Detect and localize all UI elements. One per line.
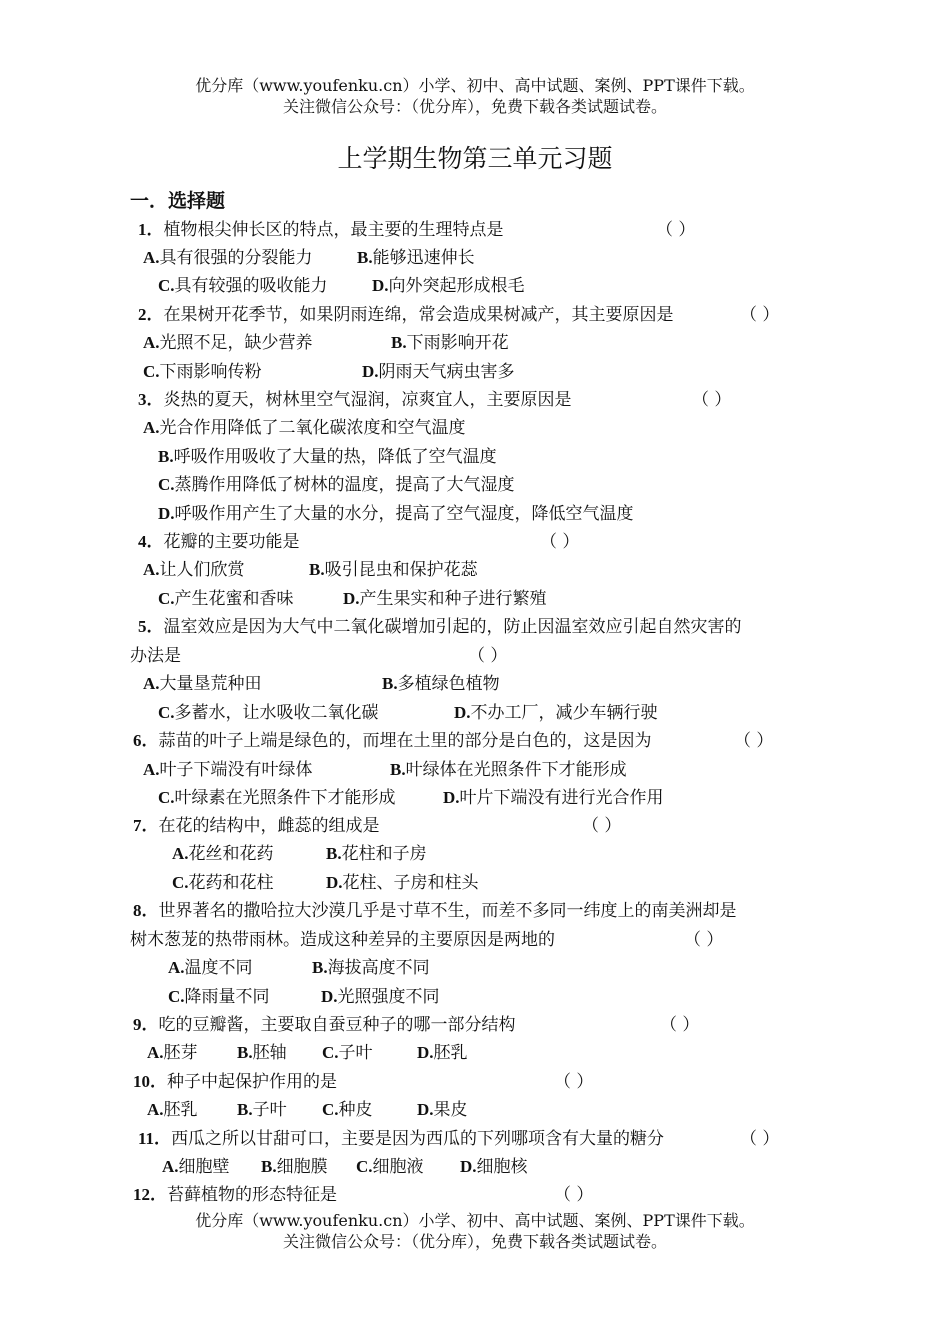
option-text: 呼吸作用吸收了大量的热，降低了空气温度 — [173, 447, 497, 467]
option-letter: D. — [321, 987, 338, 1006]
answer-blank[interactable]: （ ） — [660, 1015, 700, 1035]
option-text: 吸引昆虫和保护花蕊 — [324, 560, 478, 580]
option-letter: C. — [168, 987, 185, 1006]
answer-option[interactable] — [372, 274, 525, 298]
footer-line-1: 优分库（www.youfenku.cn）小学、初中、高中试题、案例、PPT课件下载。 — [195, 1211, 755, 1230]
option-letter: D. — [362, 362, 379, 381]
option-text: 下雨影响开花 — [406, 333, 509, 353]
question-text: 在果树开花季节，如果阴雨连绵，常会造成果树减产，其主要原因是 — [163, 305, 674, 325]
option-letter: B. — [326, 844, 342, 863]
question-number: 5． — [138, 617, 164, 636]
option-text: 花丝和花药 — [188, 844, 274, 864]
answer-option[interactable] — [172, 871, 274, 895]
answer-option[interactable] — [326, 842, 427, 866]
option-text: 胚乳 — [163, 1100, 198, 1120]
option-letter: D. — [326, 873, 343, 892]
question-stem — [138, 303, 674, 327]
answer-option[interactable] — [158, 587, 294, 611]
answer-option[interactable] — [237, 1041, 287, 1065]
option-letter: B. — [158, 447, 174, 466]
option-letter: B. — [237, 1100, 253, 1119]
option-text: 子叶 — [338, 1043, 373, 1063]
option-text: 胚乳 — [433, 1043, 468, 1063]
option-letter: B. — [391, 333, 407, 352]
option-text: 光照不足，缺少营养 — [159, 333, 313, 353]
option-letter: C. — [158, 475, 175, 494]
answer-blank[interactable]: （ ） — [740, 1129, 780, 1149]
option-letter: D. — [443, 788, 460, 807]
question-text: 吃的豆瓣酱，主要取自蚕豆种子的哪一部分结构 — [158, 1015, 516, 1035]
answer-blank[interactable]: （ ） — [554, 1185, 594, 1205]
question-text: 植物根尖伸长区的特点，最主要的生理特点是 — [163, 220, 504, 240]
option-letter: A. — [143, 674, 160, 693]
option-letter: D. — [454, 703, 471, 722]
question-number: 11． — [138, 1129, 172, 1148]
question-stem — [138, 530, 300, 554]
answer-option[interactable] — [321, 985, 440, 1009]
option-letter: C. — [322, 1100, 339, 1119]
option-letter: A. — [143, 560, 160, 579]
answer-option[interactable] — [357, 246, 475, 270]
question-number: 9． — [133, 1015, 159, 1034]
option-text: 子叶 — [252, 1100, 287, 1120]
answer-option[interactable] — [168, 985, 270, 1009]
question-number: 7． — [133, 816, 159, 835]
question-number: 4． — [138, 532, 164, 551]
option-letter: C. — [158, 276, 175, 295]
option-text: 叶子下端没有叶绿体 — [159, 760, 313, 780]
answer-option[interactable] — [356, 1155, 424, 1179]
option-letter: B. — [357, 248, 373, 267]
question-number: 12． — [133, 1185, 167, 1204]
answer-option[interactable] — [261, 1155, 328, 1179]
option-text: 花药和花柱 — [188, 873, 274, 893]
option-letter: A. — [143, 418, 160, 437]
question-number: 8． — [133, 901, 159, 920]
question-number: 1． — [138, 220, 164, 239]
answer-option[interactable] — [158, 274, 328, 298]
option-text: 不办工厂，减少车辆行驶 — [470, 703, 658, 723]
option-text: 光照强度不同 — [337, 987, 440, 1007]
question-stem — [133, 729, 652, 753]
option-text: 细胞液 — [372, 1157, 424, 1177]
question-text: 炎热的夏天，树林里空气湿润，凉爽宜人，主要原因是 — [163, 390, 572, 410]
option-letter: D. — [417, 1043, 434, 1062]
option-text: 多蓄水，让水吸收二氧化碳 — [174, 703, 379, 723]
option-letter: B. — [237, 1043, 253, 1062]
option-text: 果皮 — [433, 1100, 468, 1120]
question-text: 在花的结构中，雌蕊的组成是 — [158, 816, 380, 836]
answer-option[interactable] — [382, 672, 500, 696]
answer-option[interactable] — [143, 360, 262, 384]
question-text-continued: 树木葱茏的热带雨林。造成这种差异的主要原因是两地的 — [130, 930, 555, 950]
option-letter: B. — [312, 958, 328, 977]
answer-option[interactable] — [172, 842, 274, 866]
option-text: 蒸腾作用降低了树林的温度，提高了大气湿度 — [174, 475, 515, 495]
question-stem — [133, 899, 737, 923]
option-text: 让人们欣赏 — [159, 560, 245, 580]
option-text: 细胞壁 — [178, 1157, 230, 1177]
option-text: 产生花蜜和香味 — [174, 589, 294, 609]
question-text: 蒜苗的叶子上端是绿色的，而埋在土里的部分是白色的，这是因为 — [158, 731, 652, 751]
option-text: 能够迅速伸长 — [372, 248, 475, 268]
option-letter: A. — [147, 1043, 164, 1062]
option-letter: A. — [162, 1157, 179, 1176]
option-letter: C. — [322, 1043, 339, 1062]
answer-option[interactable] — [158, 701, 379, 725]
answer-blank[interactable]: （ ） — [656, 220, 696, 240]
option-letter: A. — [143, 760, 160, 779]
header-line-2: 关注微信公众号：（优分库），免费下载各类试题试卷。 — [282, 97, 667, 116]
question-number: 6． — [133, 731, 159, 750]
option-text: 叶绿素在光照条件下才能形成 — [174, 788, 396, 808]
answer-option[interactable] — [362, 360, 515, 384]
option-text: 花柱、子房和柱头 — [342, 873, 479, 893]
question-text: 温室效应是因为大气中二氧化碳增加引起的，防止因温室效应引起自然灾害的 — [163, 617, 742, 637]
option-letter: C. — [356, 1157, 373, 1176]
option-text: 叶绿体在光照条件下才能形成 — [405, 760, 627, 780]
option-letter: C. — [143, 362, 160, 381]
answer-option[interactable] — [443, 786, 664, 810]
answer-blank[interactable]: （ ） — [684, 930, 724, 950]
option-letter: C. — [158, 703, 175, 722]
option-text: 胚芽 — [163, 1043, 198, 1063]
option-text: 海拔高度不同 — [327, 958, 430, 978]
question-text: 苔藓植物的形态特征是 — [167, 1185, 337, 1205]
question-stem — [138, 615, 742, 639]
answer-option[interactable] — [322, 1098, 373, 1122]
answer-option[interactable] — [417, 1041, 468, 1065]
question-number: 2． — [138, 305, 164, 324]
footer-line-2: 关注微信公众号：（优分库），免费下载各类试题试卷。 — [282, 1232, 667, 1251]
option-text: 胚轴 — [252, 1043, 287, 1063]
answer-option[interactable] — [143, 416, 466, 440]
question-stem — [138, 388, 572, 412]
question-text: 花瓣的主要功能是 — [163, 532, 300, 552]
option-text: 下雨影响传粉 — [159, 362, 262, 382]
answer-option[interactable] — [158, 502, 634, 526]
answer-option[interactable] — [168, 956, 253, 980]
answer-blank[interactable]: （ ） — [468, 646, 508, 666]
question-text: 种子中起保护作用的是 — [167, 1072, 337, 1092]
answer-option[interactable] — [391, 331, 509, 355]
question-stem — [133, 1183, 337, 1207]
answer-blank[interactable]: （ ） — [582, 816, 622, 836]
answer-option[interactable] — [147, 1098, 198, 1122]
option-letter: B. — [382, 674, 398, 693]
answer-option[interactable] — [312, 956, 430, 980]
question-stem — [138, 1127, 664, 1151]
answer-option[interactable] — [417, 1098, 468, 1122]
question-text-continued: 办法是 — [130, 646, 181, 666]
answer-option[interactable] — [143, 558, 245, 582]
option-letter: C. — [158, 788, 175, 807]
option-text: 花柱和子房 — [341, 844, 427, 864]
answer-option[interactable] — [326, 871, 479, 895]
question-stem — [133, 1070, 337, 1094]
question-stem — [138, 218, 504, 242]
option-text: 大量垦荒种田 — [159, 674, 262, 694]
question-number: 10． — [133, 1072, 167, 1091]
option-text: 产生果实和种子进行繁殖 — [359, 589, 547, 609]
option-text: 降雨量不同 — [184, 987, 270, 1007]
answer-option[interactable] — [390, 758, 627, 782]
answer-option[interactable] — [460, 1155, 528, 1179]
option-letter: A. — [168, 958, 185, 977]
option-letter: B. — [261, 1157, 277, 1176]
answer-option[interactable] — [237, 1098, 287, 1122]
answer-option[interactable] — [322, 1041, 373, 1065]
answer-option[interactable] — [158, 473, 515, 497]
option-text: 多植绿色植物 — [397, 674, 500, 694]
section-heading: 一．选择题 — [130, 190, 226, 212]
option-letter: D. — [372, 276, 389, 295]
answer-option[interactable] — [147, 1041, 198, 1065]
option-text: 阴雨天气病虫害多 — [378, 362, 515, 382]
option-text: 向外突起形成根毛 — [388, 276, 525, 296]
answer-option[interactable] — [143, 758, 313, 782]
answer-blank[interactable]: （ ） — [740, 305, 780, 325]
option-letter: A. — [147, 1100, 164, 1119]
option-letter: C. — [172, 873, 189, 892]
question-stem — [133, 814, 380, 838]
option-letter: C. — [158, 589, 175, 608]
answer-blank[interactable]: （ ） — [692, 390, 732, 410]
option-letter: A. — [143, 248, 160, 267]
option-letter: B. — [390, 760, 406, 779]
option-text: 细胞核 — [476, 1157, 528, 1177]
option-letter: B. — [309, 560, 325, 579]
option-text: 具有较强的吸收能力 — [174, 276, 328, 296]
answer-option[interactable] — [162, 1155, 230, 1179]
question-text: 西瓜之所以甘甜可口，主要是因为西瓜的下列哪项含有大量的糖分 — [171, 1129, 665, 1149]
question-text: 世界著名的撒哈拉大沙漠几乎是寸草不生，而差不多同一纬度上的南美洲却是 — [158, 901, 737, 921]
question-stem — [133, 1013, 516, 1037]
answer-option[interactable] — [158, 445, 497, 469]
answer-option[interactable] — [158, 786, 396, 810]
answer-option[interactable] — [143, 331, 313, 355]
option-letter: A. — [172, 844, 189, 863]
option-letter: D. — [158, 504, 175, 523]
option-letter: D. — [343, 589, 360, 608]
option-text: 叶片下端没有进行光合作用 — [459, 788, 664, 808]
option-letter: D. — [417, 1100, 434, 1119]
question-number: 3． — [138, 390, 164, 409]
answer-blank[interactable]: （ ） — [554, 1072, 594, 1092]
answer-option[interactable] — [454, 701, 658, 725]
answer-option[interactable] — [309, 558, 478, 582]
header-line-1: 优分库（www.youfenku.cn）小学、初中、高中试题、案例、PPT课件下载。 — [195, 76, 755, 95]
answer-blank[interactable]: （ ） — [540, 532, 580, 552]
option-text: 种皮 — [338, 1100, 373, 1120]
option-text: 细胞膜 — [276, 1157, 328, 1177]
option-text: 具有很强的分裂能力 — [159, 248, 313, 268]
option-letter: D. — [460, 1157, 477, 1176]
answer-option[interactable] — [143, 672, 262, 696]
answer-blank[interactable]: （ ） — [734, 731, 774, 751]
answer-option[interactable] — [143, 246, 313, 270]
option-text: 呼吸作用产生了大量的水分，提高了空气湿度，降低空气温度 — [174, 504, 634, 524]
page-title: 上学期生物第三单元习题 — [337, 144, 613, 173]
option-text: 光合作用降低了二氧化碳浓度和空气温度 — [159, 418, 466, 438]
option-text: 温度不同 — [184, 958, 253, 978]
answer-option[interactable] — [343, 587, 547, 611]
option-letter: A. — [143, 333, 160, 352]
